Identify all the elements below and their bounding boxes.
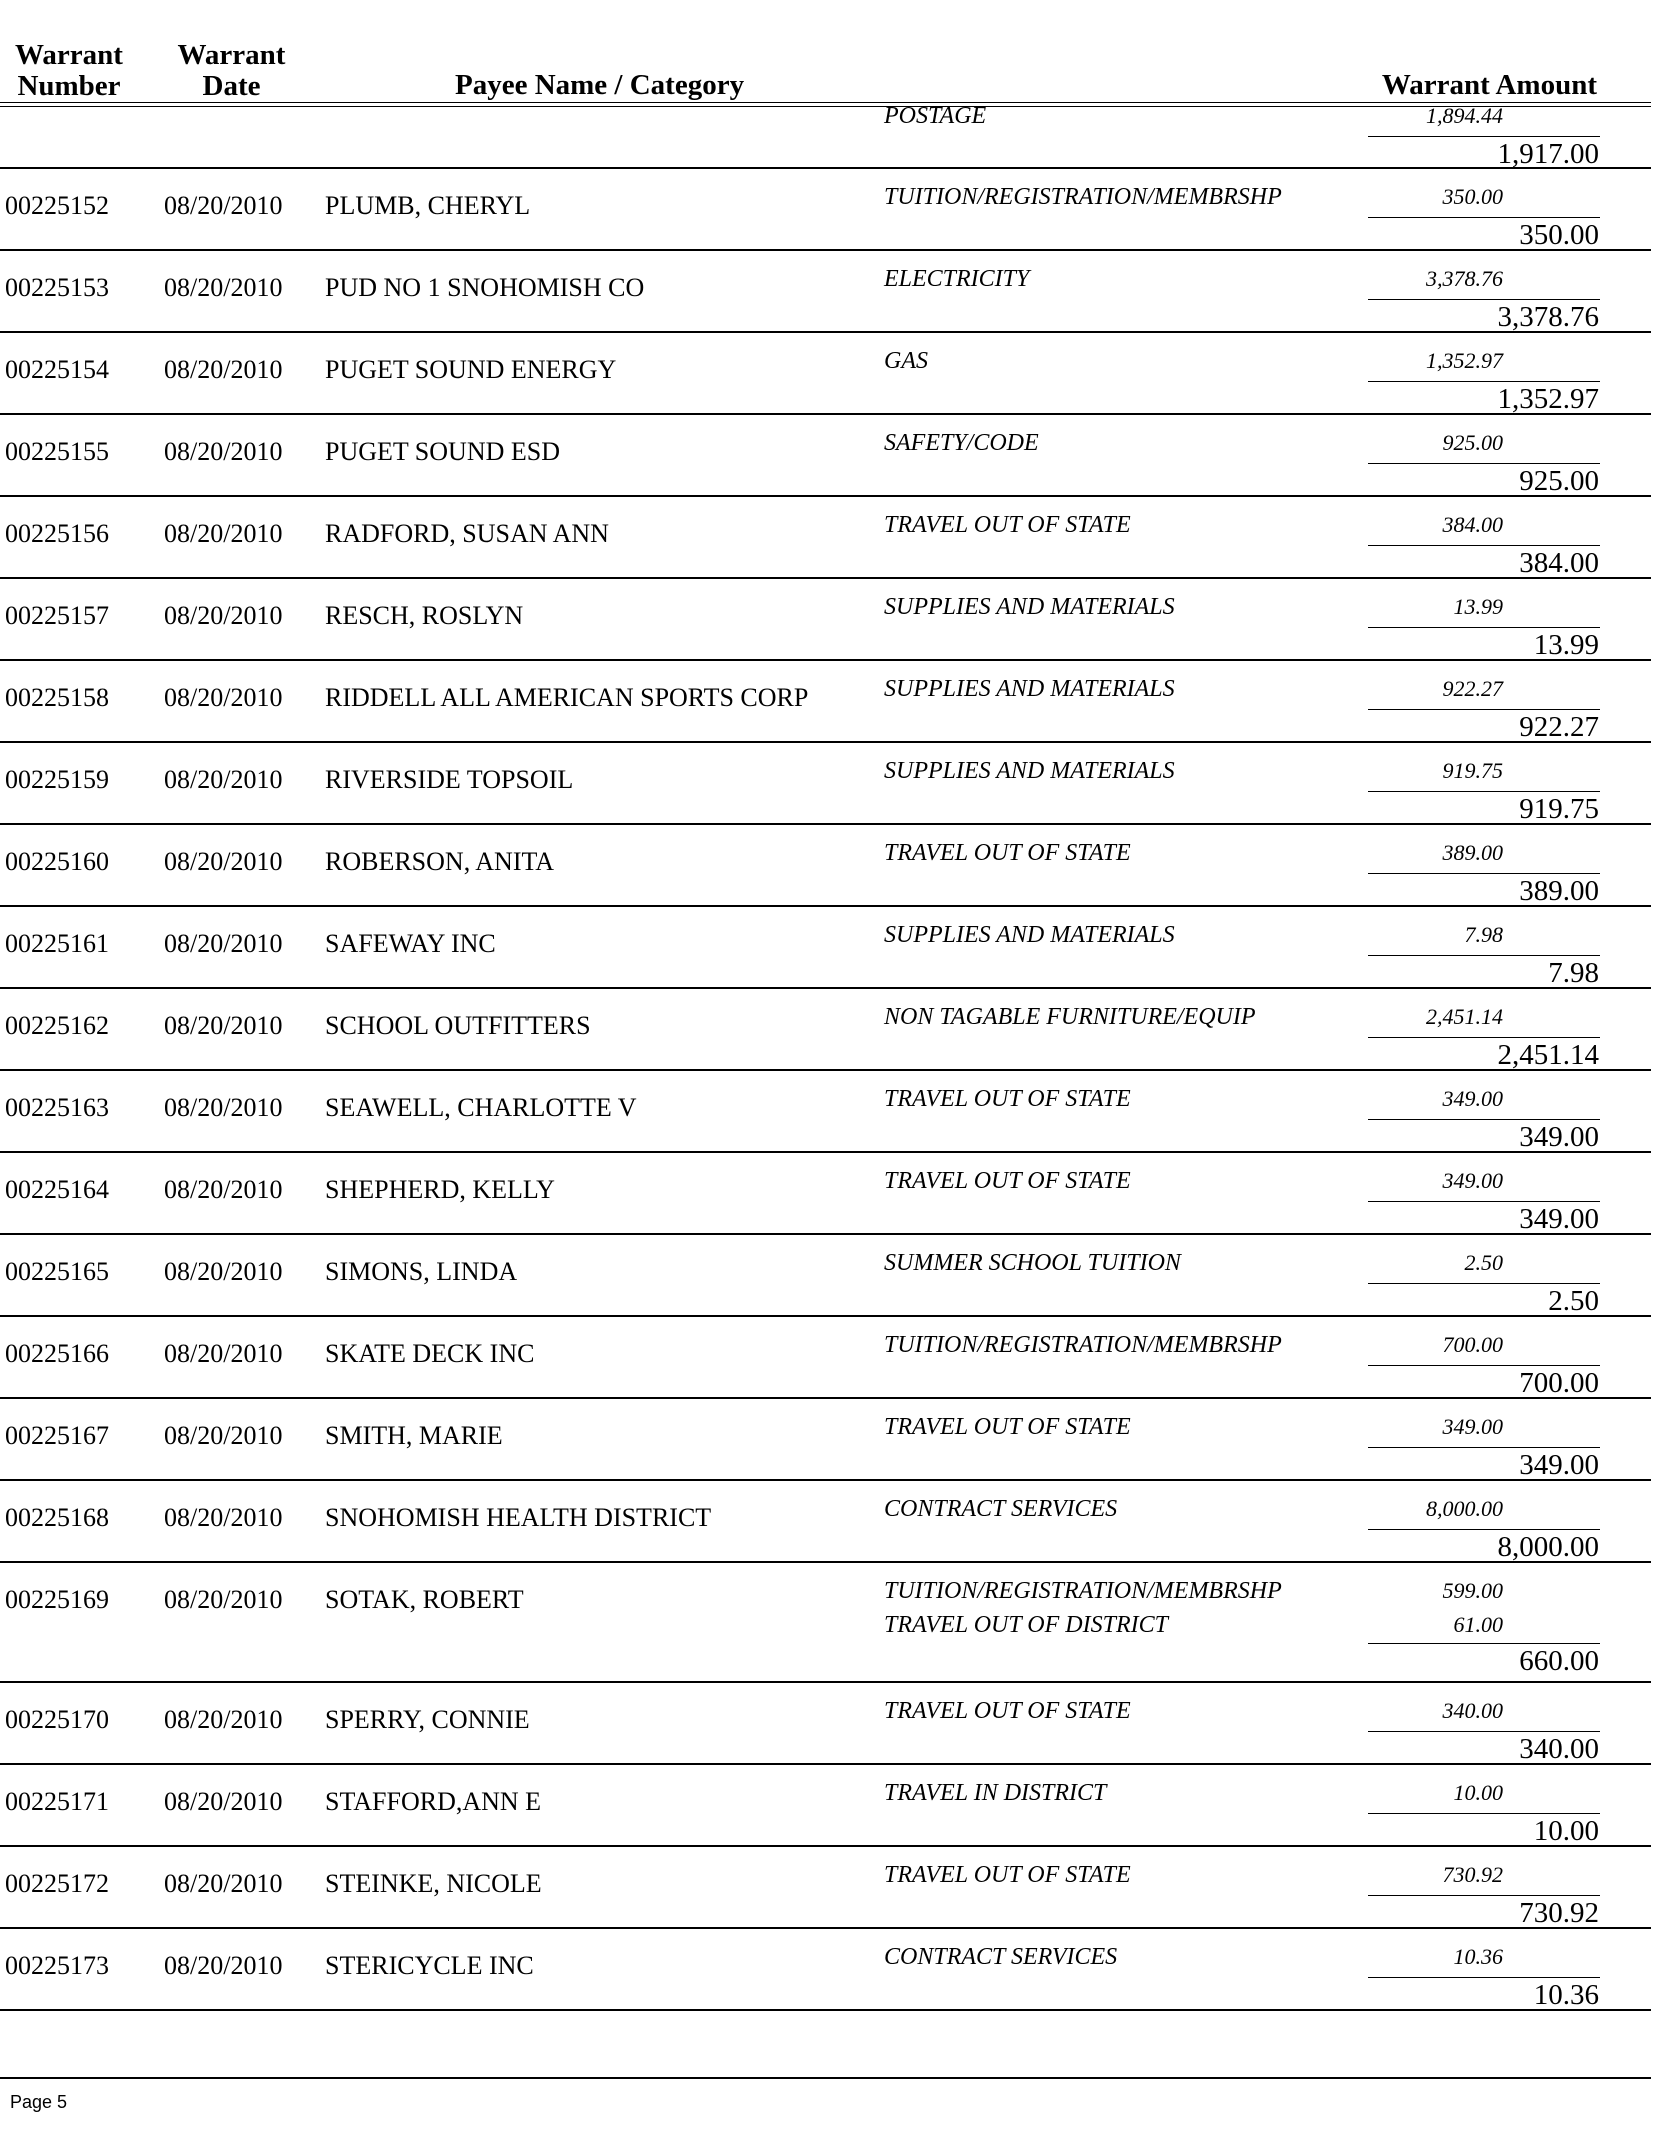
warrant-date: 08/20/2010 — [164, 683, 283, 712]
table-row — [0, 169, 1651, 251]
line-amount: 7.98 — [1464, 922, 1503, 947]
line-amount: 919.75 — [1442, 758, 1503, 783]
warrant-date: 08/20/2010 — [164, 1585, 283, 1614]
subtotal-rule — [1368, 463, 1600, 464]
header-warrant-number: Warrant Number — [15, 39, 123, 102]
header-warrant-amount: Warrant Amount — [1381, 69, 1597, 101]
category-label: SUPPLIES AND MATERIALS — [884, 922, 1175, 948]
warrant-date: 08/20/2010 — [164, 1093, 283, 1122]
line-amount: 730.92 — [1442, 1862, 1503, 1887]
warrant-total: 2,451.14 — [1497, 1039, 1599, 1071]
warrant-total: 919.75 — [1519, 793, 1599, 825]
warrant-number: 00225173 — [5, 1951, 109, 1980]
subtotal-rule — [1368, 1643, 1600, 1644]
line-amount: 925.00 — [1442, 430, 1503, 455]
category-line — [0, 999, 1651, 1035]
line-amount: 2,451.14 — [1426, 1004, 1503, 1029]
payee-name: SOTAK, ROBERT — [325, 1585, 524, 1614]
table-row — [0, 1929, 1651, 2011]
category-label: TRAVEL IN DISTRICT — [884, 1780, 1107, 1806]
warrant-date: 08/20/2010 — [164, 437, 283, 466]
warrant-date: 08/20/2010 — [164, 929, 283, 958]
table-row — [0, 1317, 1651, 1399]
category-label: POSTAGE — [884, 103, 987, 129]
warrant-total: 660.00 — [1519, 1645, 1599, 1677]
warrant-date: 08/20/2010 — [164, 1011, 283, 1040]
subtotal-rule — [1368, 791, 1600, 792]
subtotal-rule — [1368, 1529, 1600, 1530]
category-label: GAS — [884, 348, 928, 374]
table-row — [0, 989, 1651, 1071]
category-line — [0, 1939, 1651, 1975]
payee-name: SHEPHERD, KELLY — [325, 1175, 555, 1204]
warrant-date: 08/20/2010 — [164, 601, 283, 630]
warrant-total: 2.50 — [1548, 1285, 1599, 1317]
warrant-number: 00225168 — [5, 1503, 109, 1532]
warrant-number: 00225161 — [5, 929, 109, 958]
warrant-number: 00225165 — [5, 1257, 109, 1286]
payee-name: RESCH, ROSLYN — [325, 601, 524, 630]
category-label: TUITION/REGISTRATION/MEMBRSHP — [884, 1332, 1282, 1358]
table-row — [0, 579, 1651, 661]
table-row — [0, 103, 1651, 170]
subtotal-rule — [1368, 1895, 1600, 1896]
subtotal-rule — [1368, 1447, 1600, 1448]
warrant-date: 08/20/2010 — [164, 1869, 283, 1898]
payee-name: STEINKE, NICOLE — [325, 1869, 542, 1898]
category-label: ELECTRICITY — [884, 266, 1030, 292]
line-amount: 10.36 — [1453, 1944, 1503, 1969]
table-row — [0, 333, 1651, 415]
warrant-total: 7.98 — [1548, 957, 1599, 989]
warrant-number: 00225172 — [5, 1869, 109, 1898]
warrant-number: 00225152 — [5, 191, 109, 220]
category-label: TUITION/REGISTRATION/MEMBRSHP — [884, 1578, 1282, 1604]
footer-rule — [0, 2077, 1651, 2079]
category-label: TRAVEL OUT OF STATE — [884, 1168, 1131, 1194]
warrant-number: 00225159 — [5, 765, 109, 794]
warrant-number: 00225166 — [5, 1339, 109, 1368]
line-amount: 1,352.97 — [1426, 348, 1503, 373]
line-amount: 599.00 — [1442, 1578, 1503, 1603]
subtotal-rule — [1368, 1037, 1600, 1038]
payee-name: SAFEWAY INC — [325, 929, 496, 958]
line-amount: 349.00 — [1442, 1086, 1503, 1111]
payee-name: STAFFORD,ANN E — [325, 1787, 542, 1816]
line-amount: 2.50 — [1464, 1250, 1503, 1275]
category-line — [0, 1693, 1651, 1729]
table-row — [0, 1235, 1651, 1317]
header-warrant-date: Warrant Date — [177, 39, 286, 102]
warrant-total: 389.00 — [1519, 875, 1599, 907]
subtotal-rule — [1368, 627, 1600, 628]
warrant-date: 08/20/2010 — [164, 273, 283, 302]
warrant-number: 00225169 — [5, 1585, 109, 1614]
category-label: SAFETY/CODE — [884, 430, 1039, 456]
warrant-number: 00225154 — [5, 355, 109, 384]
subtotal-rule — [1368, 545, 1600, 546]
line-amount: 61.00 — [1453, 1612, 1503, 1637]
warrant-date: 08/20/2010 — [164, 1175, 283, 1204]
table-row — [0, 1399, 1651, 1481]
category-label: SUPPLIES AND MATERIALS — [884, 594, 1175, 620]
warrant-total: 922.27 — [1519, 711, 1599, 743]
warrant-date: 08/20/2010 — [164, 519, 283, 548]
category-label: TRAVEL OUT OF STATE — [884, 1086, 1131, 1112]
payee-name: SMITH, MARIE — [325, 1421, 503, 1450]
warrant-date: 08/20/2010 — [164, 1705, 283, 1734]
warrant-number: 00225162 — [5, 1011, 109, 1040]
subtotal-rule — [1368, 1813, 1600, 1814]
warrant-total: 1,352.97 — [1497, 383, 1599, 415]
warrant-number: 00225156 — [5, 519, 109, 548]
warrant-date: 08/20/2010 — [164, 191, 283, 220]
payee-name: SKATE DECK INC — [325, 1339, 535, 1368]
warrant-date: 08/20/2010 — [164, 847, 283, 876]
line-amount: 389.00 — [1442, 840, 1503, 865]
category-line — [0, 671, 1651, 707]
category-line — [0, 1607, 1651, 1641]
table-row — [0, 1847, 1651, 1929]
line-amount: 700.00 — [1442, 1332, 1503, 1357]
category-line — [0, 1775, 1651, 1811]
category-label: TRAVEL OUT OF STATE — [884, 1414, 1131, 1440]
line-amount: 3,378.76 — [1426, 266, 1503, 291]
category-line — [0, 1409, 1651, 1445]
payee-name: PUGET SOUND ENERGY — [325, 355, 617, 384]
payee-name: PLUMB, CHERYL — [325, 191, 531, 220]
warrant-date: 08/20/2010 — [164, 1503, 283, 1532]
table-row — [0, 415, 1651, 497]
line-amount: 384.00 — [1442, 512, 1503, 537]
warrant-date: 08/20/2010 — [164, 1787, 283, 1816]
line-amount: 350.00 — [1442, 184, 1503, 209]
category-line — [0, 1245, 1651, 1281]
category-line — [0, 1573, 1651, 1607]
table-row — [0, 661, 1651, 743]
category-line — [0, 507, 1651, 543]
table-row — [0, 743, 1651, 825]
header-payee-category: Payee Name / Category — [455, 69, 745, 101]
payee-name: PUGET SOUND ESD — [325, 437, 560, 466]
category-label: CONTRACT SERVICES — [884, 1496, 1118, 1522]
warrant-number: 00225160 — [5, 847, 109, 876]
warrant-total: 349.00 — [1519, 1449, 1599, 1481]
category-line — [0, 1857, 1651, 1893]
warrant-total: 384.00 — [1519, 547, 1599, 579]
warrant-number: 00225155 — [5, 437, 109, 466]
payee-name: RADFORD, SUSAN ANN — [325, 519, 609, 548]
warrant-date: 08/20/2010 — [164, 765, 283, 794]
line-amount: 8,000.00 — [1426, 1496, 1503, 1521]
category-line — [0, 589, 1651, 625]
subtotal-rule — [1368, 299, 1600, 300]
warrant-total: 350.00 — [1519, 219, 1599, 251]
category-label: TRAVEL OUT OF STATE — [884, 512, 1131, 538]
payee-name: RIDDELL ALL AMERICAN SPORTS CORP — [325, 683, 809, 712]
line-amount: 922.27 — [1442, 676, 1503, 701]
payee-name: ROBERSON, ANITA — [325, 847, 555, 876]
warrant-number: 00225157 — [5, 601, 109, 630]
payee-name: SEAWELL, CHARLOTTE V — [325, 1093, 637, 1122]
category-label: SUMMER SCHOOL TUITION — [884, 1250, 1181, 1276]
subtotal-rule — [1368, 1119, 1600, 1120]
payee-name: RIVERSIDE TOPSOIL — [325, 765, 574, 794]
payee-name: SIMONS, LINDA — [325, 1257, 518, 1286]
warrant-total: 340.00 — [1519, 1733, 1599, 1765]
payee-name: SCHOOL OUTFITTERS — [325, 1011, 591, 1040]
category-label: TRAVEL OUT OF DISTRICT — [884, 1612, 1168, 1638]
payee-name: SPERRY, CONNIE — [325, 1705, 530, 1734]
subtotal-rule — [1368, 1977, 1600, 1978]
warrant-date: 08/20/2010 — [164, 1257, 283, 1286]
table-row — [0, 1563, 1651, 1683]
warrant-number: 00225163 — [5, 1093, 109, 1122]
table-row — [0, 907, 1651, 989]
table-row — [0, 497, 1651, 579]
category-label: TUITION/REGISTRATION/MEMBRSHP — [884, 184, 1282, 210]
subtotal-rule — [1368, 217, 1600, 218]
payee-name: STERICYCLE INC — [325, 1951, 534, 1980]
subtotal-rule — [1368, 1731, 1600, 1732]
line-amount: 340.00 — [1442, 1698, 1503, 1723]
warrant-total: 10.36 — [1533, 1979, 1599, 2011]
line-amount: 1,894.44 — [1426, 103, 1503, 128]
line-amount: 349.00 — [1442, 1414, 1503, 1439]
subtotal-rule — [1368, 1365, 1600, 1366]
subtotal-rule — [1368, 381, 1600, 382]
table-row — [0, 825, 1651, 907]
warrant-number: 00225164 — [5, 1175, 109, 1204]
subtotal-rule — [1368, 1283, 1600, 1284]
line-amount: 10.00 — [1453, 1780, 1503, 1805]
warrant-number: 00225158 — [5, 683, 109, 712]
category-label: CONTRACT SERVICES — [884, 1944, 1118, 1970]
warrant-total: 349.00 — [1519, 1121, 1599, 1153]
warrant-date: 08/20/2010 — [164, 1421, 283, 1450]
category-line — [0, 917, 1651, 953]
warrant-total: 730.92 — [1519, 1897, 1599, 1929]
table-row — [0, 1765, 1651, 1847]
category-line — [0, 261, 1651, 297]
table-row — [0, 251, 1651, 333]
subtotal-rule — [1368, 136, 1600, 137]
category-label: SUPPLIES AND MATERIALS — [884, 676, 1175, 702]
warrant-total: 700.00 — [1519, 1367, 1599, 1399]
table-row — [0, 1683, 1651, 1765]
warrant-number: 00225167 — [5, 1421, 109, 1450]
table-row — [0, 1153, 1651, 1235]
category-line — [0, 179, 1651, 215]
warrant-total: 3,378.76 — [1497, 301, 1599, 333]
table-row — [0, 1481, 1651, 1563]
page-number: Page 5 — [10, 2092, 68, 2112]
category-line — [0, 753, 1651, 789]
warrant-total: 925.00 — [1519, 465, 1599, 497]
category-line — [0, 98, 1651, 134]
subtotal-rule — [1368, 1201, 1600, 1202]
warrant-total: 349.00 — [1519, 1203, 1599, 1235]
subtotal-rule — [1368, 709, 1600, 710]
warrant-table — [0, 103, 1651, 2011]
category-label: TRAVEL OUT OF STATE — [884, 840, 1131, 866]
category-line — [0, 1163, 1651, 1199]
category-line — [0, 425, 1651, 461]
category-label: TRAVEL OUT OF STATE — [884, 1862, 1131, 1888]
warrant-date: 08/20/2010 — [164, 1951, 283, 1980]
warrant-date: 08/20/2010 — [164, 1339, 283, 1368]
warrant-total: 10.00 — [1533, 1815, 1599, 1847]
warrant-total: 13.99 — [1533, 629, 1599, 661]
category-line — [0, 1491, 1651, 1527]
category-line — [0, 1081, 1651, 1117]
line-amount: 349.00 — [1442, 1168, 1503, 1193]
subtotal-rule — [1368, 955, 1600, 956]
warrant-number: 00225170 — [5, 1705, 109, 1734]
warrant-date: 08/20/2010 — [164, 355, 283, 384]
category-line — [0, 343, 1651, 379]
subtotal-rule — [1368, 873, 1600, 874]
warrant-total: 1,917.00 — [1497, 138, 1599, 170]
category-label: NON TAGABLE FURNITURE/EQUIP — [884, 1004, 1256, 1030]
warrant-number: 00225153 — [5, 273, 109, 302]
payee-name: SNOHOMISH HEALTH DISTRICT — [325, 1503, 712, 1532]
table-row — [0, 1071, 1651, 1153]
warrant-number: 00225171 — [5, 1787, 109, 1816]
category-line — [0, 835, 1651, 871]
line-amount: 13.99 — [1453, 594, 1503, 619]
category-line — [0, 1327, 1651, 1363]
category-label: SUPPLIES AND MATERIALS — [884, 758, 1175, 784]
warrant-total: 8,000.00 — [1497, 1531, 1599, 1563]
category-label: TRAVEL OUT OF STATE — [884, 1698, 1131, 1724]
payee-name: PUD NO 1 SNOHOMISH CO — [325, 273, 645, 302]
